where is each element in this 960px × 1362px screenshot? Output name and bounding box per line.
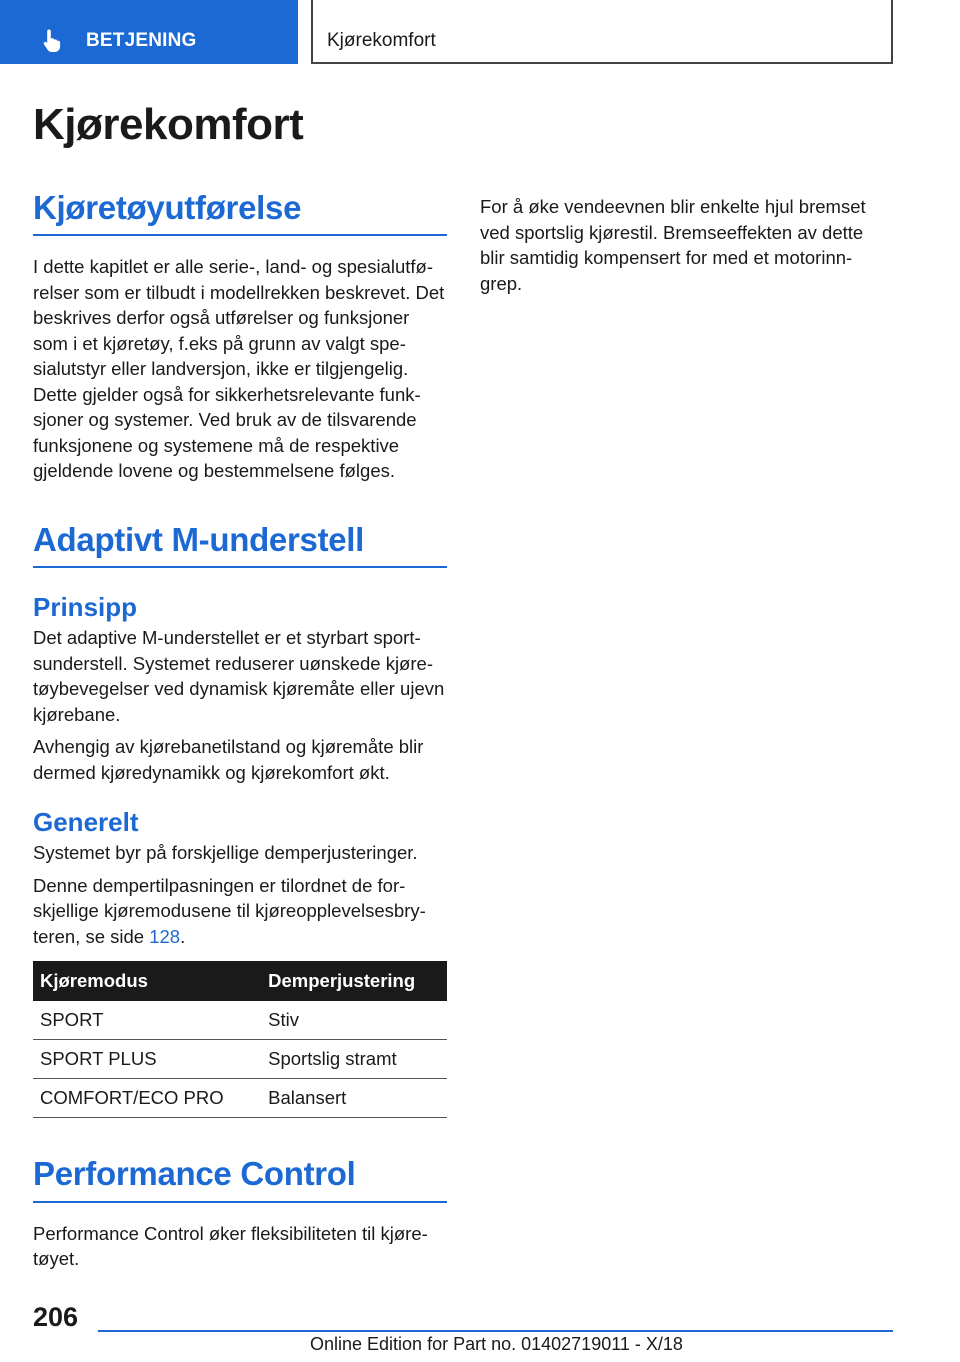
table-row — [33, 1079, 447, 1118]
heading-general: Generelt — [33, 807, 139, 838]
table-cell: SPORT — [33, 1001, 261, 1040]
principle-paragraph-1: Det adaptive M-understellet er et styrbart sportsunderstell. Systemet reduserer uønskede kjøretøybevegelser ved dynamisk kjøremåte eller ujevn kjørebane. — [33, 627, 445, 725]
right-column — [480, 194, 880, 296]
heading-principle: Prinsipp — [33, 592, 138, 623]
table-row — [33, 1001, 447, 1040]
damper-table — [33, 961, 447, 1118]
table-cell: Balansert — [261, 1079, 447, 1118]
table-cell: Stiv — [261, 1001, 447, 1040]
table-row — [33, 1040, 447, 1079]
heading-performance-control: Performance Control — [33, 1156, 447, 1202]
page-number: 206 — [33, 1302, 79, 1332]
table-cell: Sportslig stramt — [261, 1040, 447, 1079]
performance-paragraph: Performance Control øker fleksibiliteten til kjøretøyet. — [33, 1222, 428, 1270]
section-tab[interactable] — [0, 0, 298, 64]
chapter-label: Kjørekomfort — [327, 30, 436, 51]
footer-divider — [98, 1330, 893, 1332]
table-cell: COMFORT/ECO PRO — [33, 1079, 261, 1118]
heading-adaptive-suspension: Adaptivt M-understell — [33, 522, 447, 568]
column-header-mode: Kjøremodus — [33, 961, 261, 1001]
general-paragraph-1: Systemet byr på forskjellige demperjusteringer. — [33, 842, 418, 864]
footer-edition-text: Online Edition for Part no. 01402719011 - X/18 — [310, 1334, 683, 1354]
table-header-row — [33, 961, 447, 1001]
right-column-paragraph: For å øke vendeevnen blir enkelte hjul bremset ved sportslig kjørestil. Bremseeffekten av dette blir samtidig kompensert for med et motorinngrep. — [480, 196, 866, 294]
section-label: BETJENING — [86, 30, 197, 51]
principle-paragraph-2: Avhengig av kjørebanetilstand og kjøremåte blir dermed kjøredynamikk og kjørekomfort økt. — [33, 736, 424, 783]
heading-vehicle-version: Kjøretøyutførelse — [33, 190, 447, 236]
vehicle-version-paragraph: I dette kapitlet er alle serie-, land- og spesialutførelser som er tilbudt i modellrekken beskrevet. Det beskrives derfor også utførelser og funksjoner som i et kjøretøy, f.eks på grunn av valgt spesialutstyr eller landversjon, ikke er tilgjengelig. Dette gjelder også for sikkerhetsrelevante funksjoner og systemer. Ved bruk av de tilsvarende funksjonene og systemene må de respektive gjeldende lovene og bestemmelsene følges. — [33, 256, 445, 482]
page-link-128[interactable]: 128 — [149, 925, 181, 947]
column-header-damper: Demperjustering — [261, 961, 447, 1001]
page-title: Kjørekomfort — [33, 100, 304, 149]
left-column — [33, 190, 447, 1272]
pointing-hand-icon — [42, 28, 64, 52]
table-cell: SPORT PLUS — [33, 1040, 261, 1079]
chapter-header — [311, 0, 893, 64]
general-paragraph-2: Denne dempertilpasningen er tilordnet de forskjellige kjøremodusene til kjøreopplevelsesbryteren, se side 128. — [33, 874, 426, 947]
